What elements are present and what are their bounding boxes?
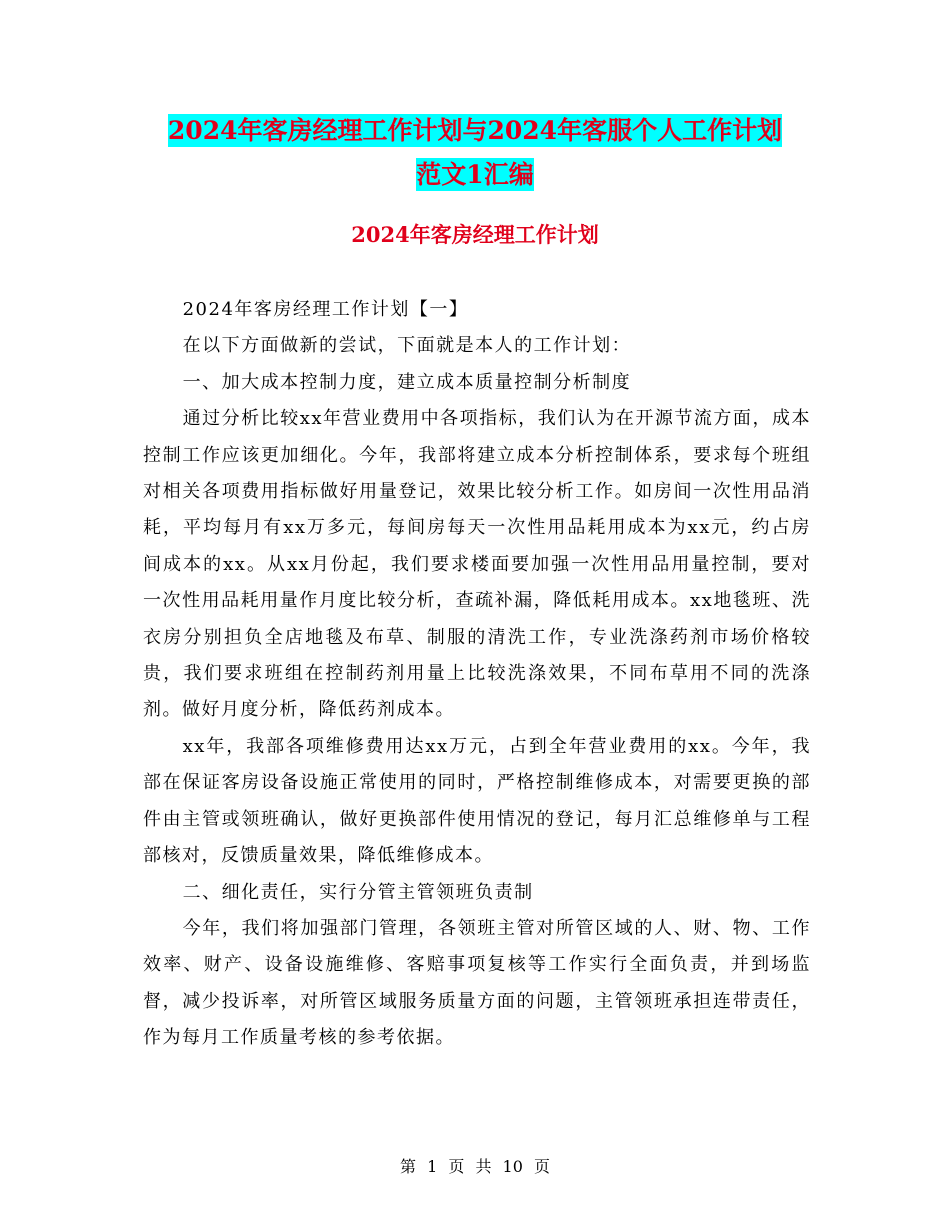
paragraph-heading: 二、细化责任，实行分管主管领班负责制 (182, 881, 534, 903)
document-title-line-1 (0, 108, 950, 154)
paragraph-heading: 一、加大成本控制力度，建立成本质量控制分析制度 (182, 371, 632, 393)
paragraph: xx年，我部各项维修费用达xx万元，占到全年营业费用的xx。今年，我部在保证客房设备设施正常使用的同时，严格控制维修成本，对需要更换的部件由主管或领班确认，做好更换部件使用情况的登记，每月汇总维修单与工程部核对，反馈质量效果，降低维修成本。 (143, 735, 811, 867)
document-title-line-2 (0, 152, 950, 198)
paragraph: 今年，我们将加强部门管理，各领班主管对所管区域的人、财、物、工作效率、财产、设备设施维修、客赔事项复核等工作实行全面负责，并到场监督，减少投诉率，对所管区域服务质量方面的问题，主管领班承担连带责任，作为每月工作质量考核的参考依据。 (143, 917, 811, 1049)
page-footer: 第 1 页 共 10 页 (400, 1157, 550, 1176)
document-body (143, 292, 811, 1057)
document-title-text-1: 2024年客房经理工作计划与2024年客服个人工作计划 (167, 116, 783, 145)
paragraph: 通过分析比较xx年营业费用中各项指标，我们认为在开源节流方面，成本控制工作应该更加细化。今年，我部将建立成本分析控制体系，要求每个班组对相关各项费用指标做好用量登记，效果比较分析工作。如房间一次性用品消耗，平均每月有xx万多元，每间房每天一次性用品耗用成本为xx元，约占房间成本的xx。从xx月份起，我们要求楼面要加强一次性用品用量控制，要对一次性用品耗用量作月度比较分析，查疏补漏，降低耗用成本。xx地毯班、洗衣房分别担负全店地毯及布草、制服的清洗工作，专业洗涤药剂市场价格较贵，我们要求班组在控制药剂用量上比较洗涤效果，不同布草用不同的洗涤剂。做好月度分析，降低药剂成本。 (143, 408, 811, 721)
paragraph: 在以下方面做新的尝试，下面就是本人的工作计划： (182, 335, 632, 357)
section-heading: 2024年客房经理工作计划 (351, 222, 599, 247)
paragraph: 2024年客房经理工作计划【一】 (182, 299, 469, 320)
document-title-text-2: 范文1汇编 (416, 160, 534, 189)
